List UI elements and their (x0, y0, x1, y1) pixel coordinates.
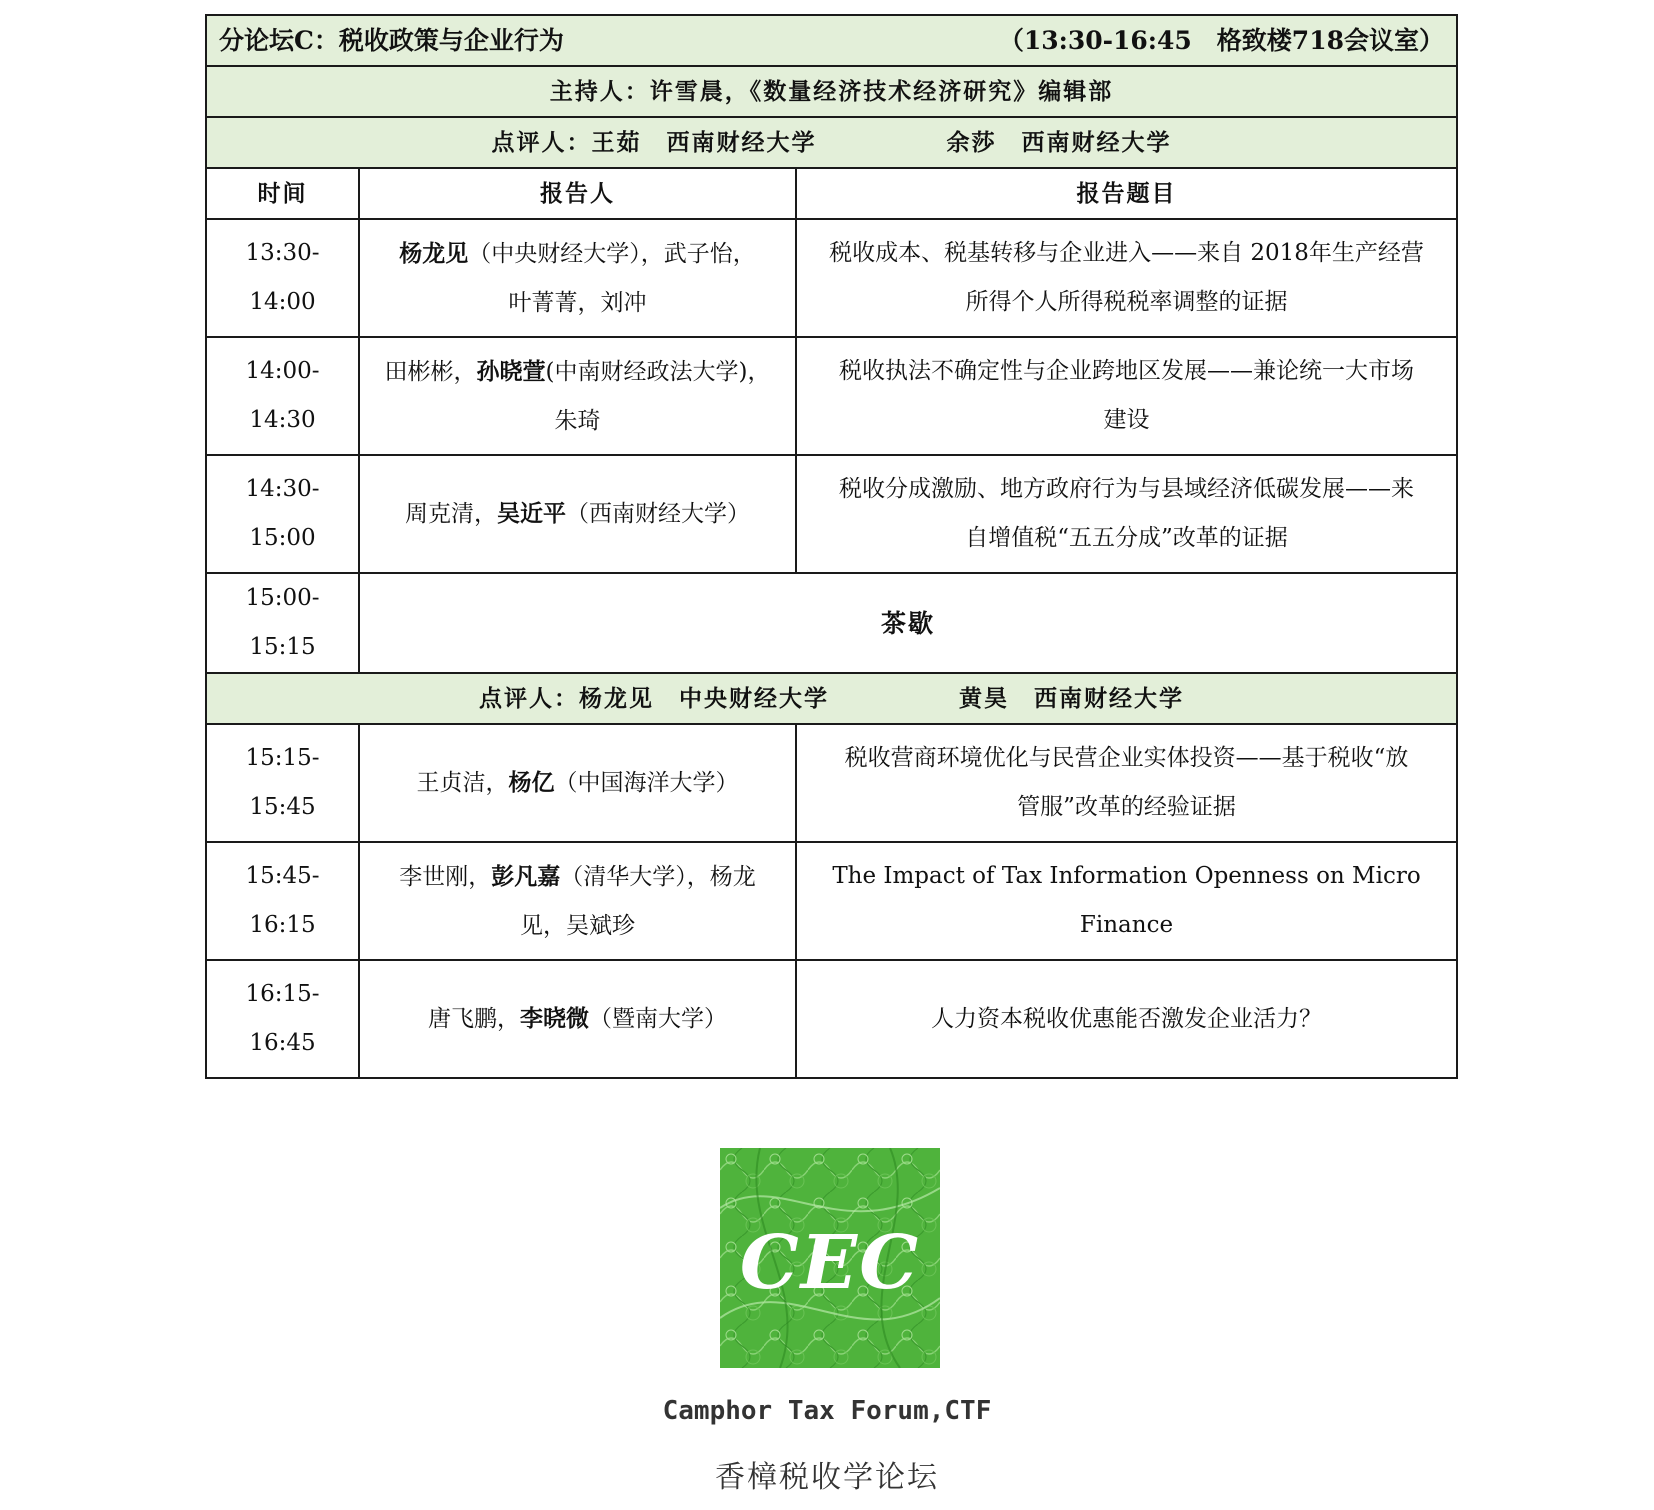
cec-logo (720, 1148, 940, 1368)
host-cell: 主持人：许雪晨，《数量经济技术经济研究》编辑部 (206, 66, 1457, 117)
topic-line: 管服”改革的经验证据 (1017, 794, 1236, 820)
topic-line: 税收成本、税基转移与企业进入——来自 2018年生产经营 (829, 240, 1424, 266)
break-row (206, 573, 1457, 673)
speaker-text: （清华大学），杨龙 (560, 863, 756, 890)
table-row (206, 337, 1457, 455)
speaker-text: （西南财经大学） (566, 501, 750, 527)
column-header-row (206, 168, 1457, 219)
talk-time: 14:30-15:00 (206, 455, 359, 573)
presenter-name: 孙晓萱 (476, 357, 546, 385)
talk-topic (796, 337, 1457, 455)
speaker-text: （中央财经大学），武子怡， (468, 240, 756, 267)
talk-topic (796, 724, 1457, 842)
table-row (206, 455, 1457, 573)
reviewer-2a: 点评人：杨龙见 中央财经大学 (479, 685, 829, 712)
talk-speakers (359, 337, 796, 455)
forum-title-cell (206, 15, 1457, 66)
topic-line: 自增值税“五五分成”改革的证据 (965, 525, 1288, 551)
forum-time-room: （13:30-16:45 格致楼718会议室） (998, 26, 1444, 55)
speaker-text: 李世刚， (399, 863, 492, 890)
presenter-name: 李晓微 (520, 1005, 589, 1032)
talk-topic (796, 455, 1457, 573)
column-header-topic: 报告题目 (796, 168, 1457, 219)
talk-time: 14:00-14:30 (206, 337, 359, 455)
logo-text: CEC (739, 1220, 921, 1306)
talk-topic: The Impact of Tax Information Openness on Micro Finance (796, 842, 1457, 960)
forum-title: 分论坛C：税收政策与企业行为 (219, 26, 564, 55)
speaker-text: 田彬彬， (384, 358, 477, 385)
table-row (206, 960, 1457, 1078)
column-header-time: 时间 (206, 168, 359, 219)
talk-speakers (359, 455, 796, 573)
table-row (206, 724, 1457, 842)
reviewers-cell-1 (206, 117, 1457, 168)
host-row (206, 66, 1457, 117)
forum-schedule-table (205, 14, 1458, 1079)
logo-caption-en: Camphor Tax Forum,CTF (662, 1396, 992, 1426)
topic-line: 建设 (1103, 407, 1150, 433)
table-row (206, 219, 1457, 337)
talk-topic (796, 219, 1457, 337)
talk-time: 15:15-15:45 (206, 724, 359, 842)
presenter-name: 吴近平 (497, 500, 566, 527)
column-header-speaker: 报告人 (359, 168, 796, 219)
talk-topic: 人力资本税收优惠能否激发企业活力？ (796, 960, 1457, 1078)
break-label: 茶歇 (359, 573, 1457, 673)
talk-time: 13:30-14:00 (206, 219, 359, 337)
reviewers-row-1 (206, 117, 1457, 168)
speaker-text: 周克清， (405, 501, 497, 527)
talk-speakers (359, 219, 796, 337)
reviewer-1a: 点评人：王茹 西南财经大学 (491, 129, 817, 156)
reviewer-1b: 余莎 西南财经大学 (946, 129, 1172, 156)
presenter-name: 杨龙见 (399, 239, 469, 267)
talk-speakers (359, 724, 796, 842)
topic-line: 税收执法不确定性与企业跨地区发展——兼论统一大市场 (839, 358, 1414, 384)
speaker-text: 王贞洁， (416, 770, 509, 796)
speaker-text: 叶菁菁，刘冲 (508, 289, 647, 316)
table-row (206, 842, 1457, 960)
reviewer-2b: 黄昊 西南财经大学 (959, 685, 1184, 712)
talk-speakers (359, 960, 796, 1078)
speaker-text: （暨南大学） (589, 1006, 727, 1032)
speaker-text: （中国海洋大学） (554, 770, 739, 796)
speaker-text: 见，吴斌珍 (520, 912, 635, 939)
talk-speakers (359, 842, 796, 960)
speaker-text: (中南财经政法大学)， (545, 358, 771, 385)
presenter-name: 彭凡嘉 (491, 862, 561, 890)
forum-title-row (206, 15, 1457, 66)
speaker-text: 朱琦 (554, 407, 601, 434)
reviewers-cell-2 (206, 673, 1457, 724)
topic-line: 税收营商环境优化与民营企业实体投资——基于税收“放 (844, 745, 1409, 771)
speaker-text: 唐飞鹏， (428, 1006, 520, 1032)
logo-caption-zh: 香樟税收学论坛 (715, 1460, 939, 1495)
break-time: 15:00-15:15 (206, 573, 359, 673)
talk-time: 16:15-16:45 (206, 960, 359, 1078)
topic-line: 所得个人所得税税率调整的证据 (965, 289, 1288, 315)
talk-time: 15:45-16:15 (206, 842, 359, 960)
topic-line: 税收分成激励、地方政府行为与县域经济低碳发展——来 (839, 476, 1414, 502)
presenter-name: 杨亿 (508, 769, 555, 796)
reviewers-row-2 (206, 673, 1457, 724)
